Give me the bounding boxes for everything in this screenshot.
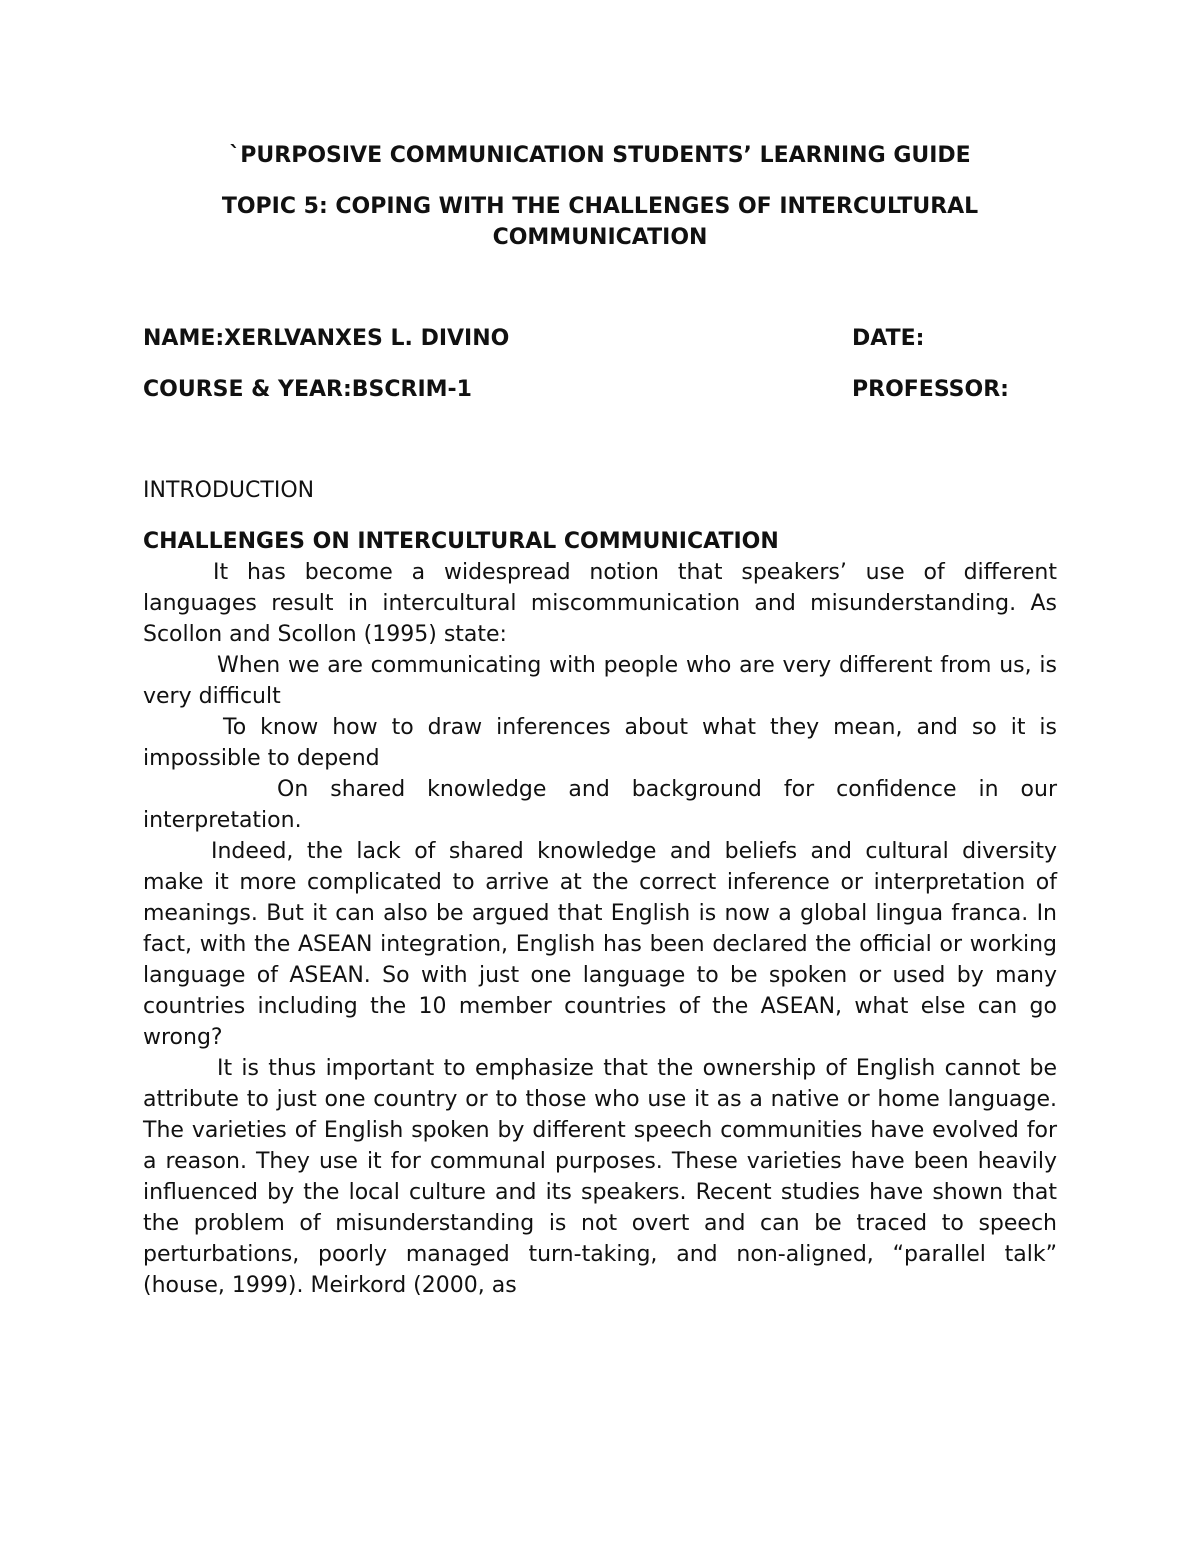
course-professor-row xyxy=(143,374,1057,405)
section-heading: CHALLENGES ON INTERCULTURAL COMMUNICATION xyxy=(143,529,779,554)
paragraph-1: It has become a widespread notion that speakers’ use of different languages result in intercultural miscommunication and misunderstanding. As Scollon and Scollon (1995) state: xyxy=(143,560,1057,647)
name-date-row xyxy=(143,323,1057,354)
introduction-label: INTRODUCTION xyxy=(143,478,315,503)
paragraph-3: It is thus important to emphasize that the ownership of English cannot be attribute to just one country or to those who use it as a native or home language. The varieties of English spoken by different speech communities have evolved for a reason. They use it for communal purposes. These varieties have been heavily influenced by the local culture and its speakers. Recent studies have shown that the problem of misunderstanding is not overt and can be traced to speech perturbations, poorly managed turn-taking, and non-aligned, “parallel talk” (house, 1999). Meirkord (2000, as xyxy=(143,1056,1057,1298)
course-year-field: COURSE & YEAR:BSCRIM-1 xyxy=(143,377,472,402)
name-field: NAME:XERLVANXES L. DIVINO xyxy=(143,326,510,351)
quote-line-2: To know how to draw inferences about what they mean, and so it is impossible to depend xyxy=(143,715,1057,771)
professor-field: PROFESSOR: xyxy=(852,377,1009,402)
date-field: DATE: xyxy=(852,326,925,351)
quote-line-3: On shared knowledge and background for confidence in our interpretation. xyxy=(143,777,1057,833)
paragraph-2: Indeed, the lack of shared knowledge and beliefs and cultural diversity make it more complicated to arrive at the correct inference or interpretation of meanings. But it can also be argued that English is now a global lingua franca. In fact, with the ASEAN integration, English has been declared the official or working language of ASEAN. So with just one language to be spoken or used by many countries including the 10 member countries of the ASEAN, what else can go wrong? xyxy=(143,839,1057,1050)
quote-line-1: When we are communicating with people who are very different from us, is very difficult xyxy=(143,653,1057,709)
topic-title: TOPIC 5: COPING WITH THE CHALLENGES OF INTERCULTURAL COMMUNICATION xyxy=(221,194,979,250)
document-page xyxy=(143,140,1057,1301)
document-title: `PURPOSIVE COMMUNICATION STUDENTS’ LEARNING GUIDE xyxy=(229,143,971,168)
